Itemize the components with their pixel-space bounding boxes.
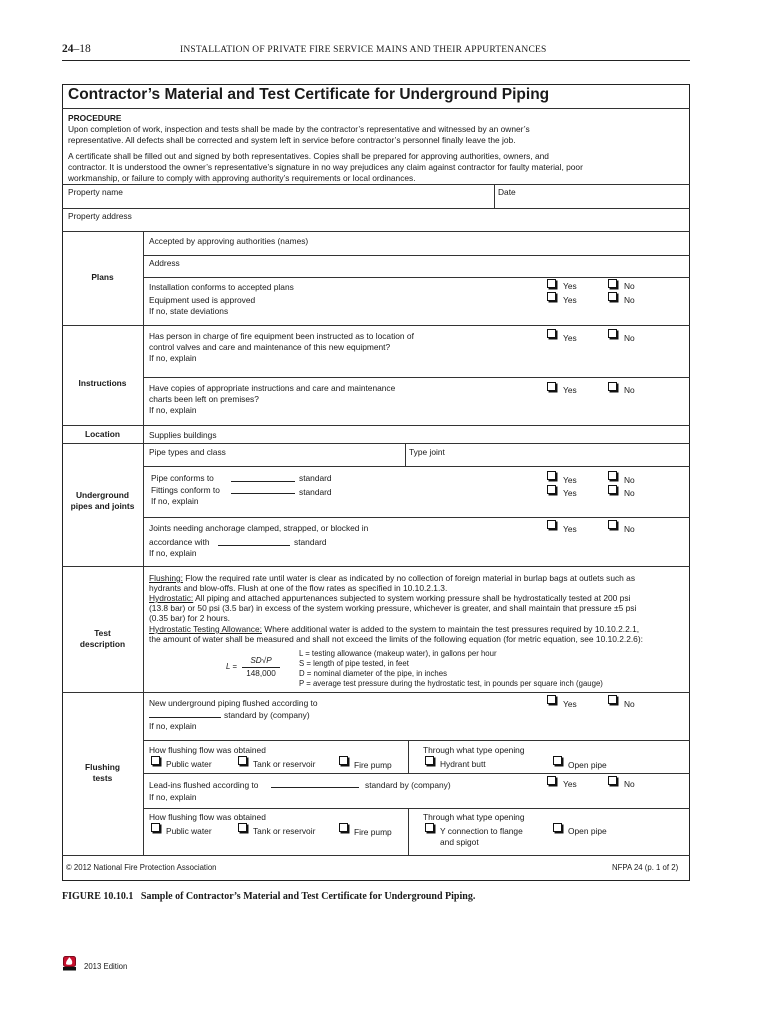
hydrostatic-description: (13.8 bar) or 50 psi (3.5 bar) in excess of the system working pressure, whichever is greater, and shall maintain that pressure ±5 psi — [149, 603, 637, 613]
accepted-by-field[interactable]: Accepted by approving authorities (names) — [149, 236, 309, 246]
row-rule — [62, 566, 690, 567]
fire-pump-checkbox[interactable] — [339, 756, 348, 765]
form-title: Contractor’s Material and Test Certificate for Underground Piping — [68, 86, 550, 103]
explain-field[interactable]: If no, explain — [149, 353, 197, 363]
hydrostatic-term: Hydrostatic: — [149, 593, 194, 603]
edition: 2013 Edition — [84, 962, 128, 971]
no-checkbox[interactable] — [608, 292, 617, 301]
section-label-location: Location — [85, 429, 120, 439]
fire-pump-label: Fire pump — [354, 760, 392, 770]
no-checkbox[interactable] — [608, 520, 617, 529]
yes-label: Yes — [563, 385, 577, 395]
flushing-description: hydrants and blow-offs. Flush at one of the flow rates as specified in 10.10.2.1.3. — [149, 583, 448, 593]
joints-question: accordance with — [149, 537, 210, 547]
no-checkbox[interactable] — [608, 485, 617, 494]
section-label-instructions: Instructions — [78, 378, 127, 388]
date-divider — [494, 184, 495, 208]
allowance-term: Hydrostatic Testing Allowance: — [149, 624, 262, 634]
flushing-term: Flushing: — [149, 573, 183, 583]
yes-label: Yes — [563, 333, 577, 343]
open-pipe-checkbox[interactable] — [553, 823, 562, 832]
row-rule — [62, 184, 690, 185]
y-connection-label: Y connection to flange — [440, 826, 523, 836]
explain-field[interactable]: If no, explain — [151, 496, 199, 506]
tank-label: Tank or reservoir — [253, 759, 316, 769]
open-pipe-checkbox[interactable] — [553, 756, 562, 765]
no-label: No — [624, 524, 635, 534]
form-id: NFPA 24 (p. 1 of 2) — [612, 863, 679, 872]
opening-question: Through what type opening — [423, 745, 525, 755]
row-rule — [62, 443, 690, 444]
public-water-label: Public water — [166, 759, 212, 769]
procedure-text: A certificate shall be filled out and signed by both representatives. Copies shall be prepared for approving authorities, owners, and — [68, 151, 549, 161]
leadins-question: Lead-ins flushed according to — [149, 780, 259, 790]
instructions-question: control valves and care and maintenance of this new equipment? — [149, 342, 391, 352]
flushed-question: New underground piping flushed according to — [149, 698, 318, 708]
opening-divider — [408, 808, 409, 855]
y-connection-checkbox[interactable] — [425, 823, 434, 832]
row-rule — [62, 325, 690, 326]
y-connection-label: and spigot — [440, 837, 479, 847]
procedure-heading: PROCEDURE — [68, 113, 122, 123]
definition-p: P = average test pressure during the hydrostatic test, in pounds per square inch (gauge) — [299, 679, 603, 688]
equipment-approved-question: Equipment used is approved — [149, 295, 256, 305]
row-rule — [62, 692, 690, 693]
row-rule — [143, 517, 690, 518]
no-label: No — [624, 475, 635, 485]
label-column-rule — [143, 231, 144, 855]
section-label-flushing: tests — [92, 773, 113, 783]
flushing-description: Flushing: Flow the required rate until water is clear as indicated by no collection of foreign material in burlap bags at outlets such as — [149, 573, 636, 583]
fraction-bar — [242, 667, 280, 668]
yes-label: Yes — [563, 281, 577, 291]
flow-source-question: How flushing flow was obtained — [149, 812, 266, 822]
hydrostatic-description: Hydrostatic: All piping and attached appurtenances subjected to system working pressure shall be hydrostatically tested at 200 psi — [149, 593, 631, 603]
standard-label: standard — [294, 537, 327, 547]
page-number-suffix: –18 — [73, 43, 91, 55]
explain-field[interactable]: If no, explain — [149, 405, 197, 415]
equation-denominator: 148,000 — [246, 669, 276, 678]
definition-s: S = length of pipe tested, in feet — [299, 659, 409, 668]
running-title: INSTALLATION OF PRIVATE FIRE SERVICE MAINS AND THEIR APPURTENANCES — [180, 45, 547, 55]
section-label-underground: Underground — [75, 490, 130, 500]
section-label-test: Test — [94, 628, 111, 638]
tank-checkbox[interactable] — [238, 823, 247, 832]
explain-field[interactable]: If no, explain — [149, 548, 197, 558]
no-label: No — [624, 779, 635, 789]
procedure-text: Upon completion of work, inspection and tests shall be made by the contractor’s representative and witnessed by an owner’s — [68, 124, 530, 134]
yes-checkbox[interactable] — [547, 485, 556, 494]
fire-pump-checkbox[interactable] — [339, 823, 348, 832]
joints-question: Joints needing anchorage clamped, strapped, or blocked in — [149, 523, 369, 533]
public-water-label: Public water — [166, 826, 212, 836]
plans-address-field[interactable]: Address — [149, 258, 180, 268]
hydrostatic-description: (0.35 bar) for 2 hours. — [149, 613, 230, 623]
page-number: 24–18 — [62, 43, 91, 55]
equation-lhs: L = — [226, 662, 237, 671]
property-name-field[interactable]: Property name — [68, 187, 123, 197]
title-rule — [62, 108, 690, 109]
open-pipe-label: Open pipe — [568, 760, 607, 770]
section-label-plans: Plans — [91, 272, 114, 282]
yes-checkbox[interactable] — [547, 695, 556, 704]
row-rule — [143, 255, 690, 256]
tank-checkbox[interactable] — [238, 756, 247, 765]
row-rule — [143, 808, 690, 809]
procedure-text: representative. All defects shall be corrected and system left in service before contractor’s personnel finally leave the job. — [68, 135, 516, 145]
no-checkbox[interactable] — [608, 471, 617, 480]
row-rule — [62, 231, 690, 232]
leadins-standard-blank[interactable] — [271, 779, 359, 788]
yes-checkbox[interactable] — [547, 471, 556, 480]
no-label: No — [624, 699, 635, 709]
pipe-conforms-question: Pipe conforms to — [151, 473, 214, 483]
row-rule — [143, 377, 690, 378]
flushed-standard-blank[interactable] — [149, 709, 221, 718]
no-checkbox[interactable] — [608, 279, 617, 288]
no-label: No — [624, 281, 635, 291]
row-rule — [62, 425, 690, 426]
deviations-field[interactable]: If no, state deviations — [149, 306, 229, 316]
no-label: No — [624, 295, 635, 305]
flushed-question: standard by (company) — [224, 710, 310, 720]
type-joint-field[interactable]: Type joint — [409, 447, 445, 457]
yes-label: Yes — [563, 699, 577, 709]
nfpa-logo-icon — [63, 956, 76, 971]
row-rule — [62, 208, 690, 209]
section-label-flushing: Flushing — [85, 762, 120, 772]
equation-numerator: SD√P — [250, 656, 272, 665]
pipe-standard-blank[interactable] — [231, 473, 295, 482]
type-joint-divider — [405, 443, 406, 466]
hydrant-butt-label: Hydrant butt — [440, 759, 486, 769]
yes-label: Yes — [563, 295, 577, 305]
plans-conforms-question: Installation conforms to accepted plans — [149, 282, 294, 292]
definition-l: L = testing allowance (makeup water), in gallons per hour — [299, 649, 497, 658]
yes-label: Yes — [563, 779, 577, 789]
no-checkbox[interactable] — [608, 329, 617, 338]
figure-label: FIGURE 10.10.1 — [62, 891, 134, 902]
no-checkbox[interactable] — [608, 776, 617, 785]
header-rule — [62, 60, 690, 61]
yes-label: Yes — [563, 475, 577, 485]
standard-label: standard — [299, 473, 332, 483]
procedure-text: workmanship, or failure to comply with approving authority’s requirements or local ordinances. — [68, 173, 416, 183]
section-label-underground: pipes and joints — [70, 501, 135, 511]
figure-caption — [62, 891, 475, 902]
opening-question: Through what type opening — [423, 812, 525, 822]
yes-checkbox[interactable] — [547, 520, 556, 529]
copyright: © 2012 National Fire Protection Association — [66, 863, 217, 872]
instructions-question: Have copies of appropriate instructions and care and maintenance — [149, 383, 396, 393]
row-rule — [143, 466, 690, 467]
yes-checkbox[interactable] — [547, 776, 556, 785]
allowance-description: Hydrostatic Testing Allowance: Where additional water is added to the system to maintain the test pressures required by 10.10.2.2.1, — [149, 624, 640, 634]
yes-checkbox[interactable] — [547, 329, 556, 338]
supplies-buildings-field[interactable]: Supplies buildings — [149, 430, 217, 440]
explain-field[interactable]: If no, explain — [149, 721, 197, 731]
leadins-question: standard by (company) — [365, 780, 451, 790]
no-label: No — [624, 333, 635, 343]
row-rule — [143, 740, 690, 741]
pipe-types-field[interactable]: Pipe types and class — [149, 447, 226, 457]
date-field[interactable]: Date — [498, 187, 516, 197]
no-label: No — [624, 385, 635, 395]
row-rule — [143, 277, 690, 278]
fittings-standard-blank[interactable] — [231, 485, 295, 494]
hydrant-butt-checkbox[interactable] — [425, 756, 434, 765]
no-checkbox[interactable] — [608, 382, 617, 391]
standard-label: standard — [299, 487, 332, 497]
definition-d: D = nominal diameter of the pipe, in inches — [299, 669, 448, 678]
figure-text: Sample of Contractor’s Material and Test Certificate for Underground Piping. — [140, 891, 476, 902]
section-label-test: description — [79, 639, 126, 649]
no-label: No — [624, 488, 635, 498]
yes-label: Yes — [563, 524, 577, 534]
instructions-question: Has person in charge of fire equipment been instructed as to location of — [149, 331, 414, 341]
explain-field[interactable]: If no, explain — [149, 792, 197, 802]
instructions-question: charts been left on premises? — [149, 394, 259, 404]
flow-source-question: How flushing flow was obtained — [149, 745, 266, 755]
procedure-text: contractor. It is understood the owner’s representative’s signature in no way prejudices any claim against contractor for faulty material, poor — [68, 162, 583, 172]
no-checkbox[interactable] — [608, 695, 617, 704]
tank-label: Tank or reservoir — [253, 826, 316, 836]
fittings-conform-question: Fittings conform to — [151, 485, 220, 495]
public-water-checkbox[interactable] — [151, 823, 160, 832]
yes-checkbox[interactable] — [547, 279, 556, 288]
allowance-description: the amount of water shall be measured and shall not exceed the limits of the following equation (for metric equation, see 10.10.2.2.6): — [149, 634, 643, 644]
row-rule — [143, 773, 690, 774]
yes-checkbox[interactable] — [547, 292, 556, 301]
row-rule — [62, 855, 690, 856]
property-address-field[interactable]: Property address — [68, 211, 132, 221]
fire-pump-label: Fire pump — [354, 827, 392, 837]
joints-standard-blank[interactable] — [218, 537, 290, 546]
yes-label: Yes — [563, 488, 577, 498]
opening-divider — [408, 740, 409, 773]
open-pipe-label: Open pipe — [568, 826, 607, 836]
public-water-checkbox[interactable] — [151, 756, 160, 765]
yes-checkbox[interactable] — [547, 382, 556, 391]
